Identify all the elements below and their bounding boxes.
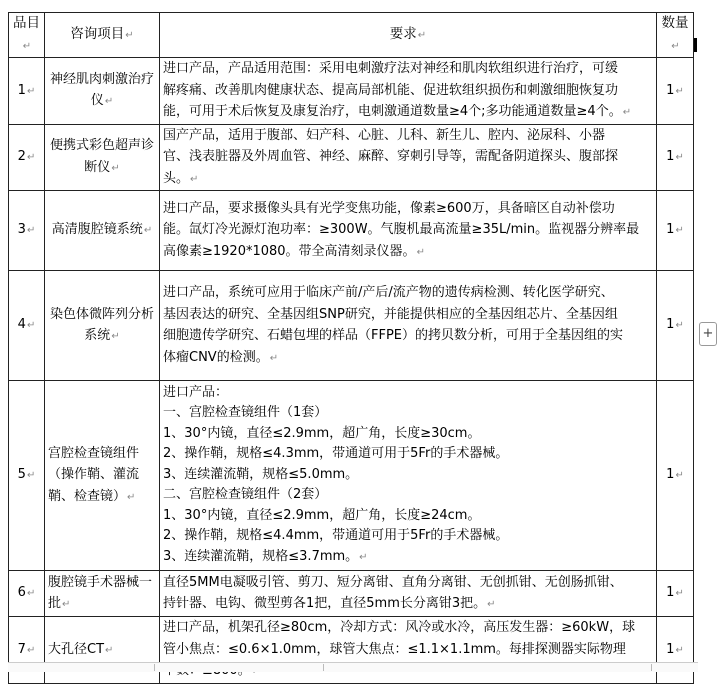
table-row (9, 381, 694, 571)
table-row (9, 58, 694, 125)
item-number: 3↵ (9, 191, 45, 271)
item-number: 1↵ (9, 58, 45, 125)
table-header-row (9, 13, 694, 58)
header-item-no: 品目↵ (9, 13, 45, 58)
procurement-table (8, 12, 694, 684)
item-number: 7↵ (9, 617, 45, 684)
item-requirements: 进口产品： 一、宫腔检查镜组件（1套） 1、30°内镜，直径≤2.9mm，超广角，长度≥30cm。 2、操作鞘，规格≤4.3mm，带通道可用于5Fr的手术器械。 3、连续灌流鞘，规格≤5.0mm。 二、宫腔检查镜组件（2套） 1、30°内镜，直径≤2.9mm，超广角，长度≥24cm。 2、操作鞘，规格≤4.4mm，带通道可用于5Fr的手术器械。 3、连续灌流鞘，规格≤3.7mm。↵ (160, 381, 657, 571)
item-number: 2↵ (9, 124, 45, 191)
table-row (9, 191, 694, 271)
item-name: 染色体微阵列分析系统↵ (45, 271, 160, 381)
table-row (9, 124, 694, 191)
table-row (9, 617, 694, 684)
item-requirements: 进口产品，机架孔径≥80cm，冷却方式：风冷或水冷，高压发生器：≥60kW，球 管小焦点：≤0.6×1.0mm，球管大焦点：≤1.1×1.1mm。每排探测器实际物理 (160, 617, 657, 684)
item-requirements: 进口产品，系统可应用于临床产前/产后/流产物的遗传病检测、转化医学研究、 基因表达的研究、全基因组SNP研究，并能提供相应的全基因组芯片、全基因组 细胞遗传学研究、石蜡包埋的样品（FFPE）的拷贝数分析，可用于全基因组的实 体瘤CNV的检测。↵ (160, 271, 657, 381)
item-number: 5↵ (9, 381, 45, 571)
item-quantity: 1↵ (657, 617, 694, 684)
previous-line-fragment (0, 0, 728, 12)
item-name: 高清腹腔镜系统↵ (45, 191, 160, 271)
item-name: 大孔径CT↵ (45, 617, 160, 684)
header-requirements: 要求↵ (160, 13, 657, 58)
item-quantity: 1↵ (657, 58, 694, 125)
header-item-name: 咨询项目↵ (45, 13, 160, 58)
header-quantity: 数量↵ (657, 13, 694, 58)
horizontal-scrollbar[interactable] (8, 662, 698, 672)
item-name: 腹腔镜手术器械一批↵ (45, 571, 160, 617)
item-name: 神经肌肉刺激治疗仪↵ (45, 58, 160, 125)
add-row-icon[interactable]: + (699, 322, 717, 346)
item-quantity: 1↵ (657, 381, 694, 571)
item-name: 宫腔检查镜组件（操作鞘、灌流鞘、检查镜）↵ (45, 381, 160, 571)
item-number: 4↵ (9, 271, 45, 381)
item-requirements: 进口产品，要求摄像头具有光学变焦功能，像素≥600万，具备暗区自动补偿功 能。氙灯冷光源灯泡功率：≥300W。气腹机最高流量≥35L/min。监视器分辨率最 高像素≥1920*1080。带全高清刻录仪器。↵ (160, 191, 657, 271)
item-name: 便携式彩色超声诊断仪↵ (45, 124, 160, 191)
item-quantity: 1↵ (657, 124, 694, 191)
item-requirements: 国产产品，适用于腹部、妇产科、心脏、儿科、新生儿、腔内、泌尿科、小器 官、浅表脏器及外周血管、神经、麻醉、穿刺引导等，需配备阴道探头、腹部探 头。↵ (160, 124, 657, 191)
item-quantity: 1↵ (657, 271, 694, 381)
item-requirements: 进口产品，产品适用范围：采用电刺激疗法对神经和肌肉软组织进行治疗，可缓 解疼痛、改善肌肉健康状态、提高局部机能、促进软组织损伤和刺激细胞恢复功 能，可用于术后恢复及康复治疗，电刺激通道数量≥4个;多功能通道数量≥4个。↵ (160, 58, 657, 125)
item-quantity: 1↵ (657, 191, 694, 271)
table-row (9, 571, 694, 617)
table-row (9, 271, 694, 381)
item-requirements: 直径5MM电凝吸引管、剪刀、短分离钳、直角分离钳、无创抓钳、无创肠抓钳、 持针器、电钩、微型剪各1把，直径5mm长分离钳3把。↵ (160, 571, 657, 617)
item-number: 6↵ (9, 571, 45, 617)
text-cursor (694, 38, 697, 52)
item-quantity: 1↵ (657, 571, 694, 617)
